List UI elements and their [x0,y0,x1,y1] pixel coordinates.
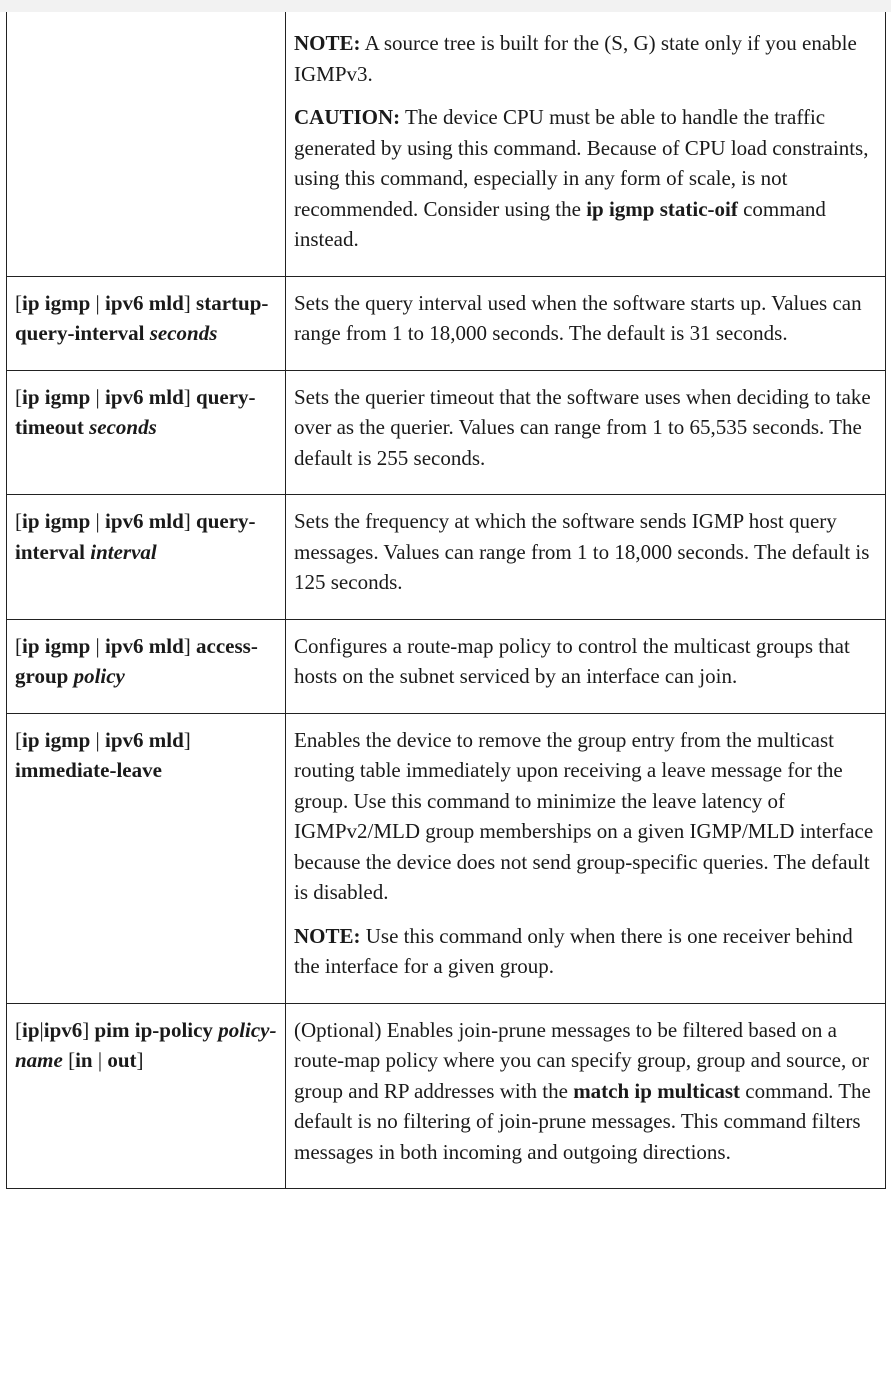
text-run: | [90,509,105,533]
command-cell [7,276,286,370]
command-cell [7,370,286,495]
emphasis-run: ipv6 [43,1017,83,1042]
description-paragraph [294,382,877,474]
text-run: [ [15,509,22,533]
emphasis-run: out [107,1048,137,1072]
command-table-body [7,12,886,1189]
description-paragraph [294,102,877,255]
text-run: Use this command only when there is one receiver behind the interface for a given group. [294,923,853,978]
description-paragraph [294,921,877,982]
text-run: The device CPU must be able to handle the traffic generated by using this command. Because of CPU load constraints, using this command, especially in any form of scale, is not recommended. Consider using the [294,105,869,221]
table-row [7,495,886,620]
emphasis-run: ip igmp [22,633,91,658]
text-run: [ [15,1017,22,1042]
command-syntax [15,288,277,349]
table-row [7,713,886,1003]
text-run: Sets the query interval used when the software starts up. Values can range from 1 to 18,000 seconds. The default is 31 seconds. [294,290,862,345]
emphasis-run: seconds [89,415,157,439]
text-run: ] [183,384,197,409]
text-run: Configures a route-map policy to control the multicast groups that hosts on the subnet serviced by an interface can join. [294,633,850,688]
description-cell [286,495,886,620]
emphasis-run: query-timeout [15,384,256,439]
emphasis-run: pim ip-policy [94,1017,213,1042]
emphasis-run: immediate-leave [15,758,162,782]
description-paragraph [294,725,877,908]
description-paragraph [294,288,877,349]
description-paragraph [294,1015,877,1168]
text-run: Sets the querier timeout that the software uses when deciding to take over as the querier. Values can range from 1 to 65,535 seconds. The default is 255 seconds. [294,384,871,470]
emphasis-run: NOTE: [294,923,361,948]
emphasis-run: in [75,1048,93,1072]
emphasis-run: ipv6 mld [105,290,184,315]
page-top-strip [0,0,891,12]
text-run: ] [136,1048,144,1072]
text-run: Enables the device to remove the group entry from the multicast routing table immediately upon receiving a leave message for the group. Use this command to minimize the leave latency of IGMPv2/MLD group memberships on a given IGMP/MLD interface because the device does not send group-specific queries. The default is disabled. [294,727,874,904]
text-run: command. The default is no filtering of join-prune messages. This command filters messages in both incoming and outgoing directions. [294,1078,871,1164]
emphasis-run: match ip multicast [573,1078,741,1103]
description-cell [286,713,886,1003]
text-run: [ [15,633,22,658]
text-run: | [90,290,105,315]
description-cell [286,1003,886,1189]
text-run: A source tree is built for the (S, G) state only if you enable IGMPv3. [294,31,857,86]
emphasis-run: startup-query-interval [15,290,269,345]
description-paragraph [294,631,877,692]
table-row [7,276,886,370]
table-row [7,370,886,495]
text-run: ] [82,1017,95,1042]
command-table [6,12,886,1189]
table-row [7,619,886,713]
text-run: ] [183,633,197,658]
text-run: | [90,633,105,658]
command-syntax [15,506,277,567]
emphasis-run: ipv6 mld [105,633,184,658]
emphasis-run: ip igmp [22,384,91,409]
emphasis-run: ipv6 mld [105,727,184,752]
emphasis-run: access-group [15,633,258,688]
text-run: | [90,384,105,409]
emphasis-run: ip igmp [22,290,91,315]
command-syntax [15,725,277,786]
command-cell [7,1003,286,1189]
emphasis-run: ipv6 mld [105,509,184,533]
emphasis-run: ipv6 mld [105,384,184,409]
text-run: ] [183,290,197,315]
emphasis-run: seconds [149,321,218,345]
description-paragraph [294,28,877,89]
emphasis-run: ip igmp [22,727,91,752]
emphasis-run: ip igmp [22,509,91,533]
command-cell [7,713,286,1003]
emphasis-run: NOTE: [294,31,361,55]
text-run: ] [183,727,191,752]
description-cell [286,619,886,713]
text-run: [ [15,727,22,752]
emphasis-run: query-interval [15,509,256,564]
command-cell [7,619,286,713]
text-run: Sets the frequency at which the software sends IGMP host query messages. Values can range from 1 to 18,000 seconds. The default is 125 seconds. [294,509,870,594]
text-run: [ [15,290,22,315]
table-row [7,1003,886,1189]
description-paragraph [294,506,877,598]
description-cell [286,370,886,495]
emphasis-run: ip igmp static-oif [586,196,738,221]
text-run: | [92,1048,108,1072]
description-cell [286,276,886,370]
text-run: [ [15,384,22,409]
table-row [7,12,886,276]
text-run: command instead. [294,196,826,251]
command-syntax [15,1015,277,1076]
emphasis-run: interval [90,539,157,564]
text-run: | [39,1017,44,1042]
emphasis-run: CAUTION: [294,105,401,129]
command-cell [7,495,286,620]
description-cell [286,12,886,276]
emphasis-run: policy [73,664,125,688]
command-syntax [15,382,277,443]
text-run: ] [183,509,197,533]
command-syntax [15,631,277,692]
text-run: | [90,727,105,752]
emphasis-run: ip [22,1017,40,1042]
text-run: (Optional) Enables join-prune messages to be filtered based on a route-map policy where you can specify group, group and source, or group and RP addresses with the [294,1017,869,1103]
emphasis-run: policy-name [15,1017,277,1072]
text-run: [ [62,1048,76,1072]
command-cell [7,12,286,276]
